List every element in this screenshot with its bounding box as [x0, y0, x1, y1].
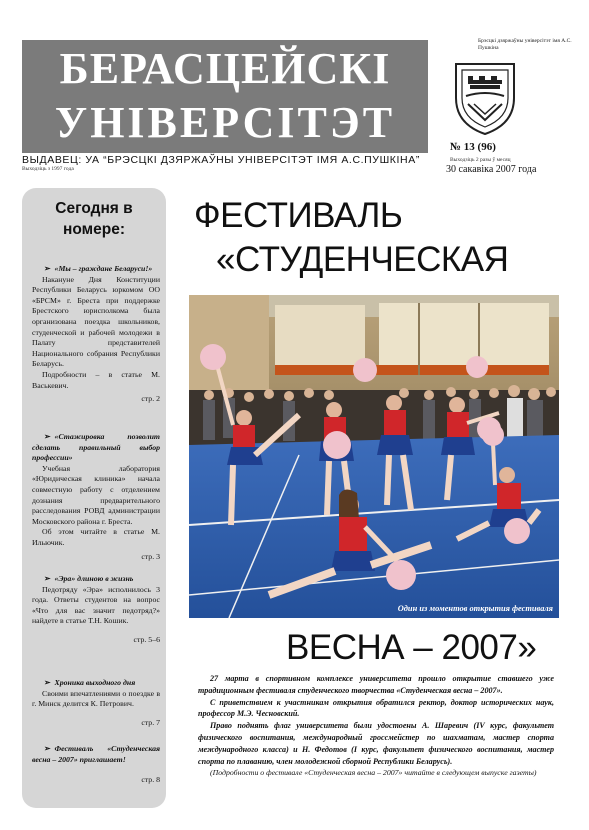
- issue-date: 30 сакавіка 2007 года: [446, 164, 537, 175]
- masthead-title-line2: УНІВЕРСІТЭТ: [54, 98, 396, 147]
- arrow-bullet-icon: ➢: [44, 574, 51, 583]
- article-paragraph: Право поднять флаг университета были удостоены А. Шаревич (IV курс, факультет физического воспитания, международный гроссмейстер по шахматам, мастер спорта международного класса) и Н. Федотов (I курс, факультет физического воспитания, мастер спорта по плаванию, член молодежной сборной Республики Беларусь).: [198, 721, 554, 766]
- contents-item-headline: «Мы – граждане Беларуси!»: [54, 264, 153, 273]
- contents-item-headline: Хроника выходного дня: [54, 678, 136, 687]
- contents-item-page: стр. 2: [141, 394, 160, 404]
- article-paragraph: 27 марта в спортивном комплексе университета прошло открытие ставшего уже традиционным фестиваля студенческого творчества «Студенческая весна – 2007».: [198, 674, 554, 695]
- contents-item-text: Накануне Дня Конституции Республики Беларусь юркомом ОО «БРСМ» г. Бреста при поддержке Брестского юрисполкома была организована поездка школьников, студенческой и рабочей молодежи в Палату представителей Национального собрания Республики Беларусь.: [32, 274, 160, 369]
- university-caption: Брэсцкі дзяржаўны універсітэт імя А.С. Пушкіна: [478, 38, 572, 51]
- contents-item-text: Учебная лаборатория «Юридическая клиника» начала совместную работу с отделением дознания предварительного расследования РОВД администрации Московского района г. Бреста.: [32, 463, 160, 526]
- article-paragraph: С приветствием к участникам открытия обратился ректор, доктор исторических наук, профессор М.Э. Чесновский.: [198, 697, 554, 719]
- masthead-title-line1: БЕРАСЦЕЙСКІ: [59, 44, 391, 93]
- headline-line1: ФЕСТИВАЛЬ: [194, 196, 403, 235]
- festival-photo: [189, 295, 559, 618]
- contents-item-text: Педотряду «Эра» исполнилось 3 года. Ответы студентов на вопрос «Что для вас значит педотряд?» найдете в статье Т.Н. Кошик.: [32, 584, 160, 626]
- contents-item-page: стр. 3: [141, 551, 160, 561]
- since-line: Выходзіць з 1997 года: [22, 166, 74, 172]
- contents-item-headline: «Стажировка позволит сделать правильный выбор профессии»: [32, 432, 160, 463]
- contents-item-page: стр. 8: [141, 775, 160, 785]
- contents-item[interactable]: [32, 432, 160, 562]
- issue-number: № 13 (96): [450, 141, 496, 153]
- contents-item[interactable]: [32, 574, 160, 646]
- cheerleaders-illustration: [189, 295, 559, 618]
- arrow-bullet-icon: ➢: [44, 744, 51, 753]
- university-crest-icon: [452, 54, 518, 138]
- headline-line3: ВЕСНА – 2007»: [286, 628, 537, 667]
- issue-frequency: Выходзіць 2 разы ў месяц: [450, 157, 511, 163]
- photo-caption: Один из моментов открытия фестиваля: [397, 604, 553, 613]
- contents-item-headline: «Эра» длиною в жизнь: [54, 574, 134, 583]
- contents-item-headline: Фестиваль «Студенческая весна – 2007» приглашает!: [32, 744, 160, 764]
- arrow-bullet-icon: ➢: [44, 264, 51, 273]
- contents-sidebar: [22, 188, 166, 808]
- sidebar-title: Сегодня в номере:: [55, 200, 133, 238]
- contents-item[interactable]: [32, 678, 160, 728]
- article-body: [198, 673, 554, 779]
- masthead-banner: [22, 40, 428, 153]
- contents-item[interactable]: [32, 744, 160, 786]
- arrow-bullet-icon: ➢: [44, 678, 51, 687]
- contents-item-extra: Об этом читайте в статье М. Ильючик.: [32, 527, 160, 547]
- headline-line2: «СТУДЕНЧЕСКАЯ: [216, 240, 509, 279]
- contents-item-page: стр. 7: [141, 717, 160, 727]
- contents-item[interactable]: [32, 264, 160, 405]
- arrow-bullet-icon: ➢: [44, 432, 51, 441]
- contents-item-page: стр. 5–6: [133, 634, 160, 644]
- article-note: (Подробности о фестивале «Студенческая весна – 2007» читайте в следующем выпуске газеты): [210, 768, 537, 778]
- contents-item-extra: Подробности – в статье М. Васькевич.: [32, 369, 160, 390]
- contents-item-text: Своими впечатлениями о поездке в г. Минск делится К. Петрович.: [32, 688, 160, 709]
- publisher-line: ВЫДАВЕЦ: УА “БРЭСЦКІ ДЗЯРЖАЎНЫ УНІВЕРСІТЭТ ІМЯ А.С.ПУШКІНА”: [22, 154, 420, 166]
